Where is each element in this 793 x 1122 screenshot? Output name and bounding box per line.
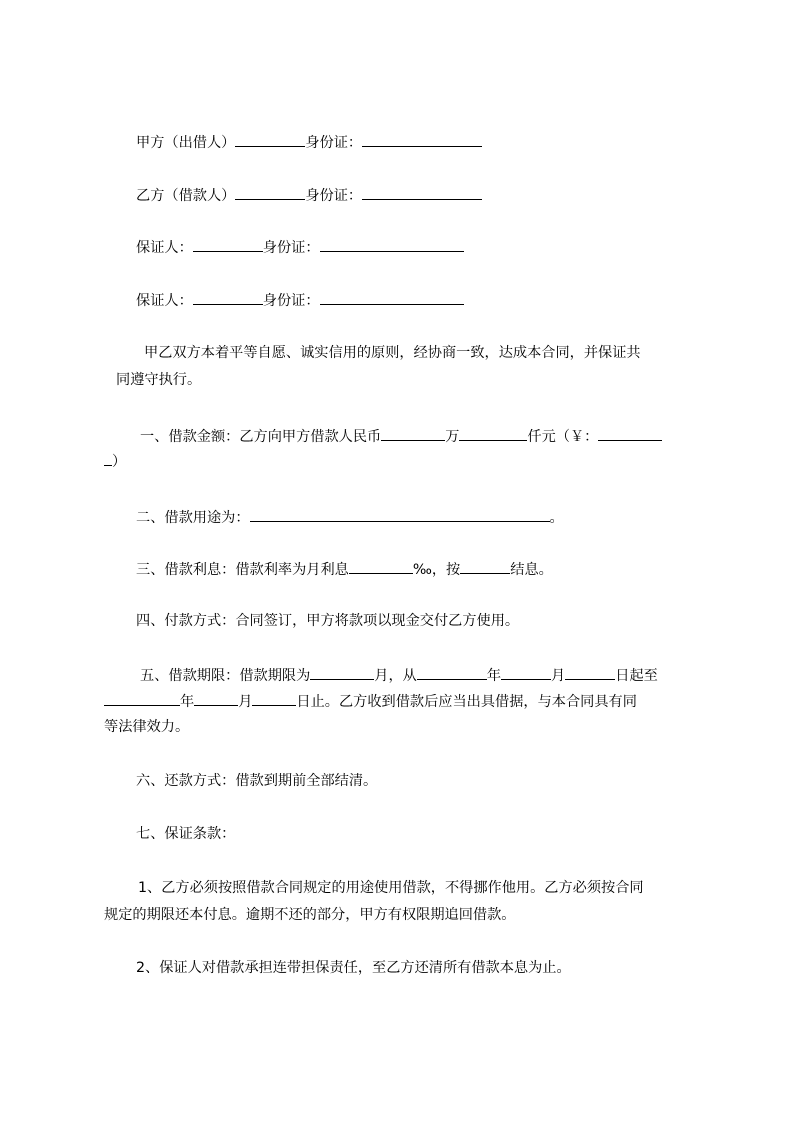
guarantor-2-id-blank[interactable] bbox=[320, 291, 464, 305]
clause-1-close: ） bbox=[112, 454, 127, 470]
borrower-id-label: 身份证： bbox=[305, 188, 363, 204]
clause-5-year1: 年 bbox=[486, 668, 502, 684]
clause-2-prefix: 二、借款用途为： bbox=[136, 510, 250, 526]
guarantor-1-name-blank[interactable] bbox=[193, 238, 263, 252]
amount-qian-blank[interactable] bbox=[459, 427, 527, 441]
borrower-label: 乙方（借款人） bbox=[136, 188, 236, 204]
guarantor-1-label: 保证人： bbox=[136, 240, 193, 256]
clause-5-line-1 bbox=[140, 666, 658, 685]
clause-6-line: 六、还款方式：借款到期前全部结清。 bbox=[136, 773, 378, 789]
guarantor-1-line bbox=[136, 238, 464, 257]
clause-3-prefix: 三、借款利息：借款利率为月利息 bbox=[136, 562, 349, 578]
clause-5-line-3: 等法律效力。 bbox=[104, 719, 190, 735]
start-month-blank[interactable] bbox=[501, 666, 551, 680]
lender-name-blank[interactable] bbox=[235, 133, 305, 147]
clause-7-item-1-line-2: 规定的期限还本付息。逾期不还的部分，甲方有权限期追回借款。 bbox=[104, 907, 516, 923]
start-day-blank[interactable] bbox=[565, 666, 615, 680]
borrower-line bbox=[136, 186, 482, 205]
clause-3-end: 结息。 bbox=[510, 562, 553, 578]
loan-term-blank[interactable] bbox=[310, 666, 374, 680]
clause-2-line bbox=[136, 508, 564, 527]
clause-7-title: 七、保证条款： bbox=[136, 826, 236, 842]
end-day-blank[interactable] bbox=[252, 692, 296, 706]
end-month-blank[interactable] bbox=[194, 692, 238, 706]
amount-figure-blank-cont[interactable] bbox=[104, 452, 112, 466]
clause-2-end: 。 bbox=[549, 510, 564, 526]
guarantor-2-id-label: 身份证： bbox=[262, 293, 320, 309]
lender-id-blank[interactable] bbox=[362, 133, 482, 147]
interest-rate-blank[interactable] bbox=[349, 560, 413, 574]
clause-5-month2: 月 bbox=[238, 694, 253, 710]
guarantor-2-name-blank[interactable] bbox=[193, 291, 263, 305]
preamble-line-2: 同遵守执行。 bbox=[116, 372, 202, 388]
borrower-id-blank[interactable] bbox=[362, 186, 482, 200]
clause-5-line-2 bbox=[104, 692, 700, 711]
loan-purpose-blank[interactable] bbox=[250, 508, 550, 522]
guarantor-1-id-blank[interactable] bbox=[320, 238, 464, 252]
end-year-blank[interactable] bbox=[104, 692, 180, 706]
preamble-line-1: 甲乙双方本着平等自愿、诚实信用的原则，经协商一致，达成本合同，并保证共 bbox=[144, 345, 641, 361]
borrower-name-blank[interactable] bbox=[235, 186, 305, 200]
amount-wan-blank[interactable] bbox=[381, 427, 445, 441]
clause-1-wan: 万 bbox=[445, 429, 460, 445]
clause-5-day-end: 日止。乙方收到借款后应当出具借据，与本合同具有同 bbox=[296, 694, 637, 710]
clause-1-prefix: 一、借款金额：乙方向甲方借款人民币 bbox=[140, 429, 382, 445]
amount-figure-blank[interactable] bbox=[598, 427, 662, 441]
lender-label: 甲方（出借人） bbox=[136, 135, 236, 151]
clause-7-item-1-line-1: 1、乙方必须按照借款合同规定的用途使用借款，不得挪作他用。乙方必须按合同 bbox=[138, 880, 644, 896]
guarantor-2-label: 保证人： bbox=[136, 293, 193, 309]
start-year-blank[interactable] bbox=[417, 666, 487, 680]
clause-3-line bbox=[136, 560, 553, 579]
clause-1-line-2 bbox=[104, 452, 126, 471]
clause-5-month1: 月 bbox=[551, 668, 566, 684]
clause-4-line: 四、付款方式：合同签订，甲方将款项以现金交付乙方使用。 bbox=[136, 613, 520, 629]
clause-5-year2: 年 bbox=[180, 694, 195, 710]
lender-id-label: 身份证： bbox=[305, 135, 363, 151]
settlement-blank[interactable] bbox=[460, 560, 510, 574]
clause-5-day-start: 日起至 bbox=[615, 668, 658, 684]
clause-3-permille: ‰，按 bbox=[412, 562, 461, 578]
clause-1-line-1 bbox=[140, 427, 662, 446]
lender-line bbox=[136, 133, 482, 152]
guarantor-1-id-label: 身份证： bbox=[262, 240, 320, 256]
clause-1-qianyuan: 仟元（￥： bbox=[527, 429, 599, 445]
clause-5-month: 月，从 bbox=[374, 668, 417, 684]
guarantor-2-line bbox=[136, 291, 464, 310]
clause-5-prefix: 五、借款期限：借款期限为 bbox=[140, 668, 311, 684]
clause-7-item-2: 2、保证人对借款承担连带担保责任，至乙方还清所有借款本息为止。 bbox=[136, 960, 571, 976]
